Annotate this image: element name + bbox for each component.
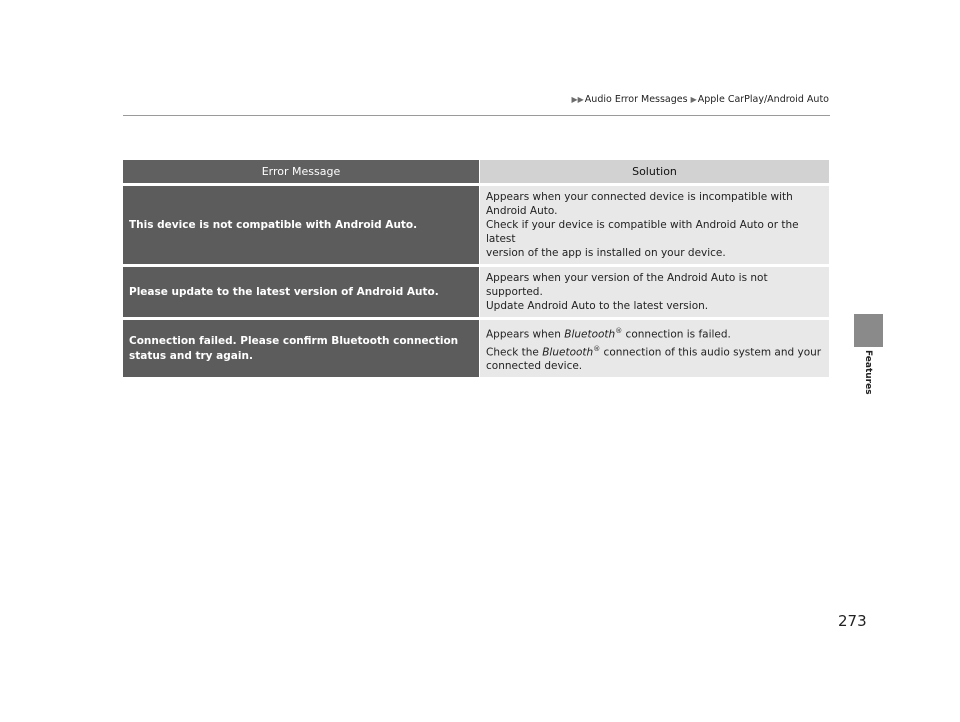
breadcrumb: [571, 94, 832, 105]
page-number: 273: [838, 612, 867, 630]
solution-line: Android Auto.: [486, 205, 558, 217]
breadcrumb-item[interactable]: Apple CarPlay/Android Auto: [697, 94, 829, 105]
registered-mark: ®: [615, 327, 623, 335]
table-row: [123, 186, 829, 264]
solution-cell: [480, 267, 829, 317]
solution-text: connection of this audio system and your: [600, 346, 822, 358]
arrow-right-icon: ▶▶: [571, 95, 584, 104]
header-divider: [123, 115, 830, 116]
column-header-error-message: Error Message: [123, 160, 480, 183]
solution-text: connection is failed.: [622, 328, 731, 341]
solution-line: Update Android Auto to the latest version.: [486, 300, 709, 312]
section-tab-marker: [854, 314, 883, 347]
solution-line: connected device.: [486, 360, 583, 372]
solution-line: [486, 324, 823, 342]
column-header-solution: Solution: [480, 160, 829, 183]
table-header-row: [123, 160, 829, 183]
section-label: Features: [863, 350, 873, 395]
solution-line: Appears when your version of the Android Auto is not supported.: [486, 272, 768, 298]
solution-text: Check the: [486, 346, 543, 358]
solution-line: [486, 342, 823, 360]
breadcrumb-item[interactable]: Audio Error Messages: [584, 94, 688, 105]
registered-mark: ®: [593, 344, 601, 353]
error-message-cell: Connection failed. Please confirm Bluetooth connection status and try again.: [123, 320, 480, 377]
solution-line: version of the app is installed on your device.: [486, 247, 726, 259]
table-row: [123, 267, 829, 317]
bluetooth-term: Bluetooth: [564, 328, 616, 341]
error-message-table: [123, 157, 829, 380]
arrow-right-icon: ▶: [690, 95, 697, 104]
table-row: [123, 320, 829, 377]
solution-line: Appears when your connected device is incompatible with: [486, 191, 793, 203]
solution-line: Check if your device is compatible with Android Auto or the latest: [486, 219, 799, 245]
solution-cell: [480, 320, 829, 377]
error-message-cell: Please update to the latest version of Android Auto.: [123, 267, 480, 317]
bluetooth-term: Bluetooth: [542, 346, 594, 358]
solution-text: Appears when: [486, 328, 565, 341]
solution-cell: [480, 186, 829, 264]
error-message-cell: This device is not compatible with Android Auto.: [123, 186, 480, 264]
